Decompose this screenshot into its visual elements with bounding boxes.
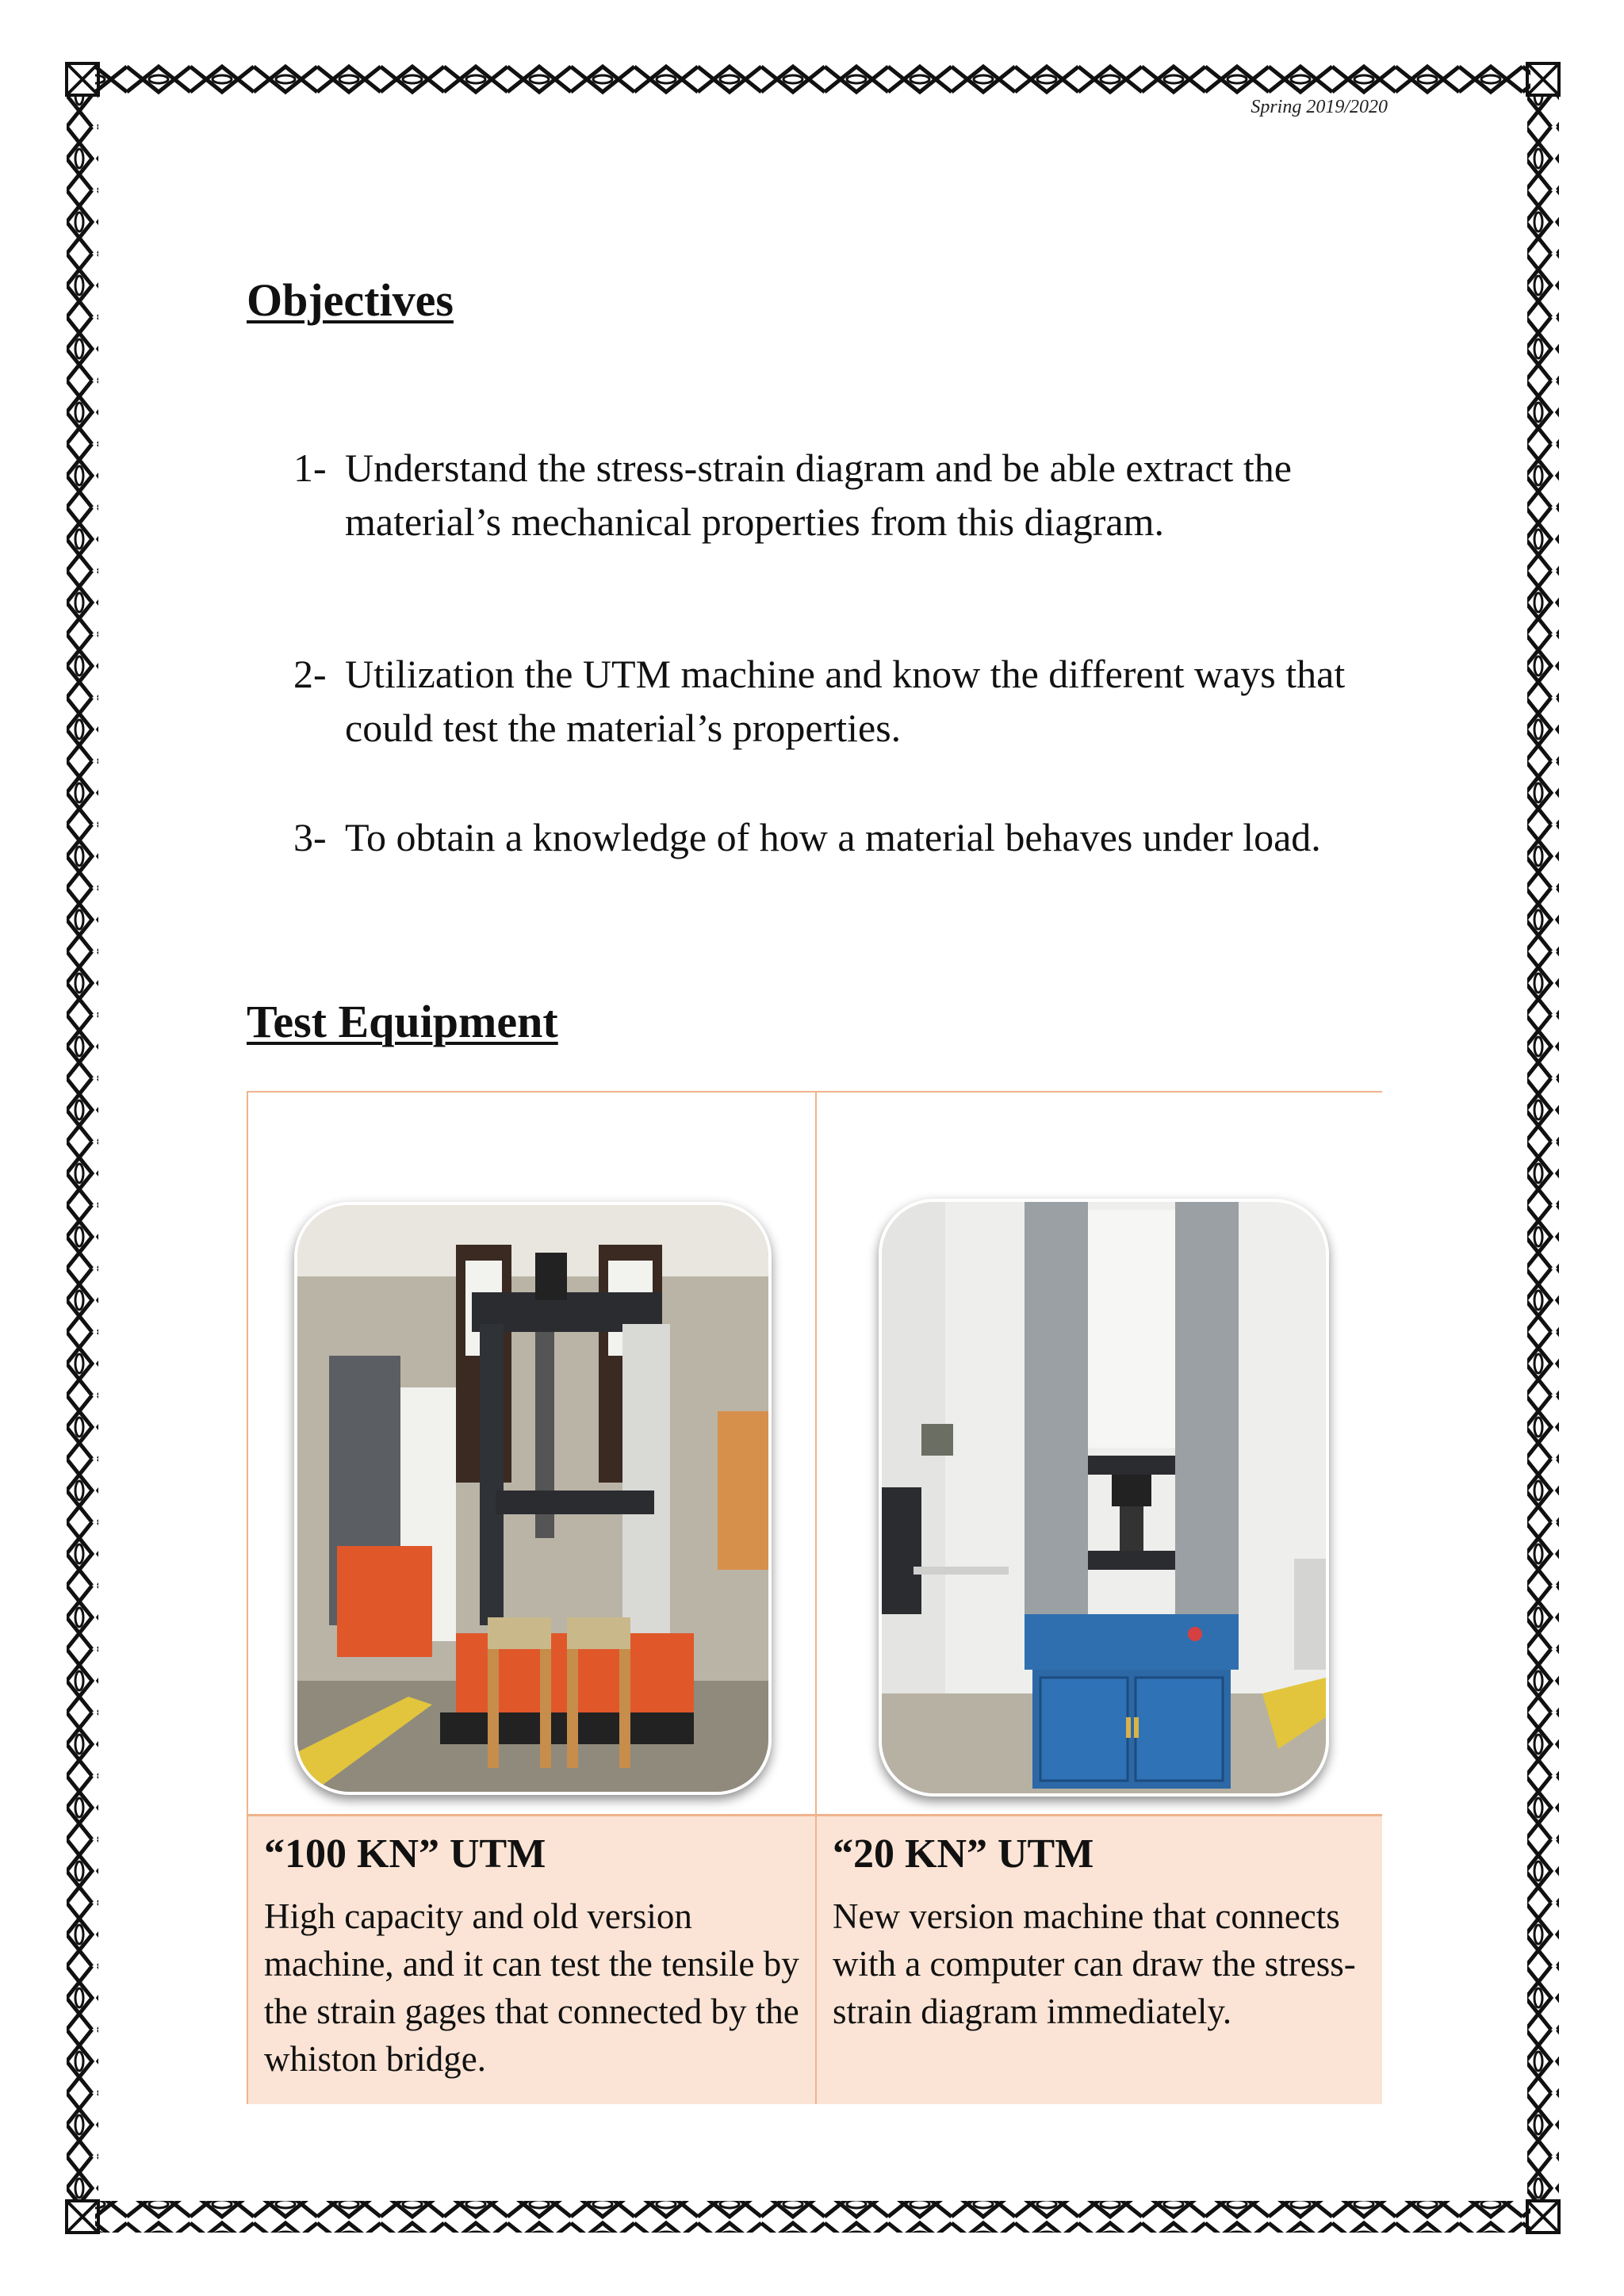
machine-description: New version machine that connects with a computer can draw the stress-strain diagram immediately. <box>833 1896 1356 2031</box>
description-cell-100kn <box>248 1814 815 2104</box>
objective-number: 1- <box>293 446 327 490</box>
description-cell-20kn <box>815 1814 1382 2104</box>
photo-100kn-utm <box>294 1202 772 1795</box>
machine-title: “20 KN” UTM <box>833 1831 1094 1877</box>
objective-text: Understand the stress-strain diagram and be able extract the material’s mechanical properties from this diagram. <box>345 446 1292 544</box>
equipment-heading: Test Equipment <box>247 996 558 1047</box>
machine-description: High capacity and old version machine, and it can test the tensile by the strain gages that connected by the whiston bridge. <box>264 1896 799 2079</box>
objective-text: To obtain a knowledge of how a material behaves under load. <box>345 815 1321 859</box>
equipment-table <box>247 1091 1382 2104</box>
objective-number: 3- <box>293 815 327 859</box>
photo-20kn-utm <box>879 1199 1329 1797</box>
machine-title: “100 KN” UTM <box>264 1831 546 1877</box>
header-date: Spring 2019/2020 <box>1251 97 1388 117</box>
objectives-heading: Objectives <box>247 274 454 326</box>
objective-number: 2- <box>293 652 327 696</box>
objective-text: Utilization the UTM machine and know the different ways that could test the material’s properties. <box>345 652 1346 750</box>
photo-cell-100kn <box>248 1093 815 1814</box>
photo-cell-20kn <box>815 1093 1382 1814</box>
